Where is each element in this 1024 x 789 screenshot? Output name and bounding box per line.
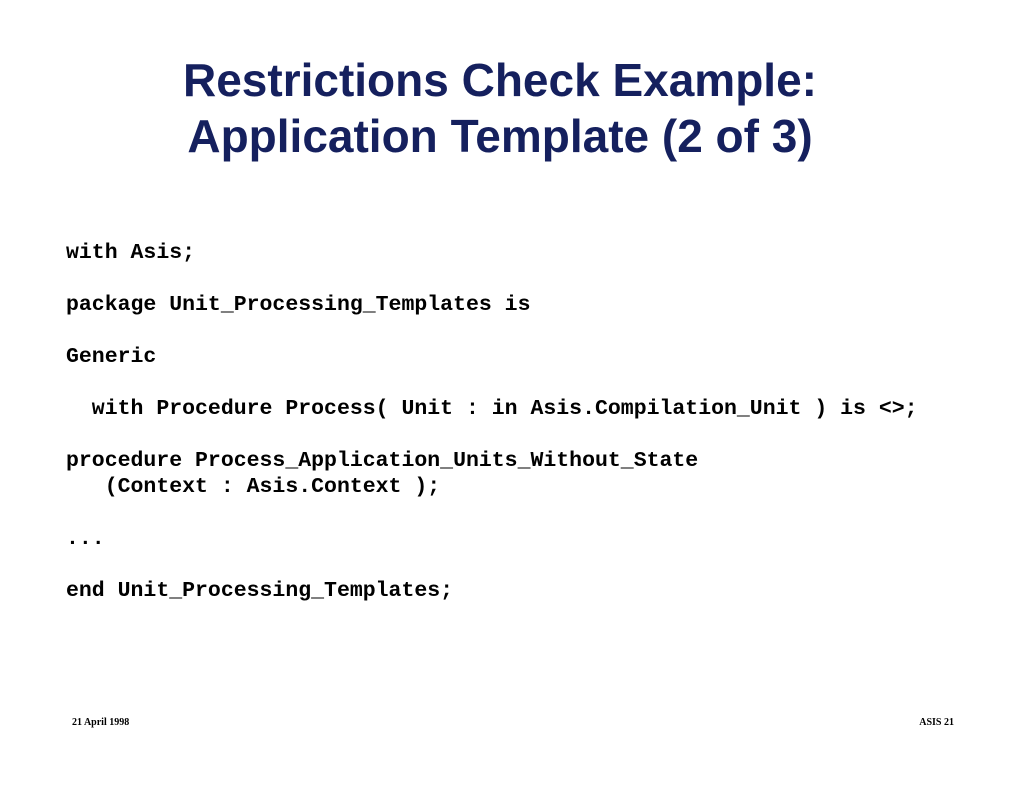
code-line: procedure Process_Application_Units_Without_State: [66, 449, 699, 473]
code-line: (Context : Asis.Context );: [66, 475, 441, 499]
code-line: [66, 500, 918, 526]
title-line-2: Application Template (2 of 3): [187, 110, 813, 162]
code-line: package Unit_Processing_Templates is: [66, 293, 531, 317]
code-line: [66, 422, 918, 448]
footer-page-number: ASIS 21: [919, 717, 954, 728]
footer-date: 21 April 1998: [72, 717, 130, 728]
code-line: with Procedure Process( Unit : in Asis.Compilation_Unit ) is <>;: [66, 397, 918, 421]
code-line: [66, 370, 918, 396]
code-line: ...: [66, 527, 105, 551]
code-line: end Unit_Processing_Templates;: [66, 579, 454, 603]
code-line: with Asis;: [66, 241, 196, 265]
slide-title: [0, 52, 1000, 164]
code-line: [66, 552, 918, 578]
code-line: [66, 266, 918, 292]
code-line: Generic: [66, 345, 157, 369]
code-line: [66, 318, 918, 344]
title-line-1: Restrictions Check Example:: [182, 54, 817, 106]
code-block: [66, 240, 918, 604]
